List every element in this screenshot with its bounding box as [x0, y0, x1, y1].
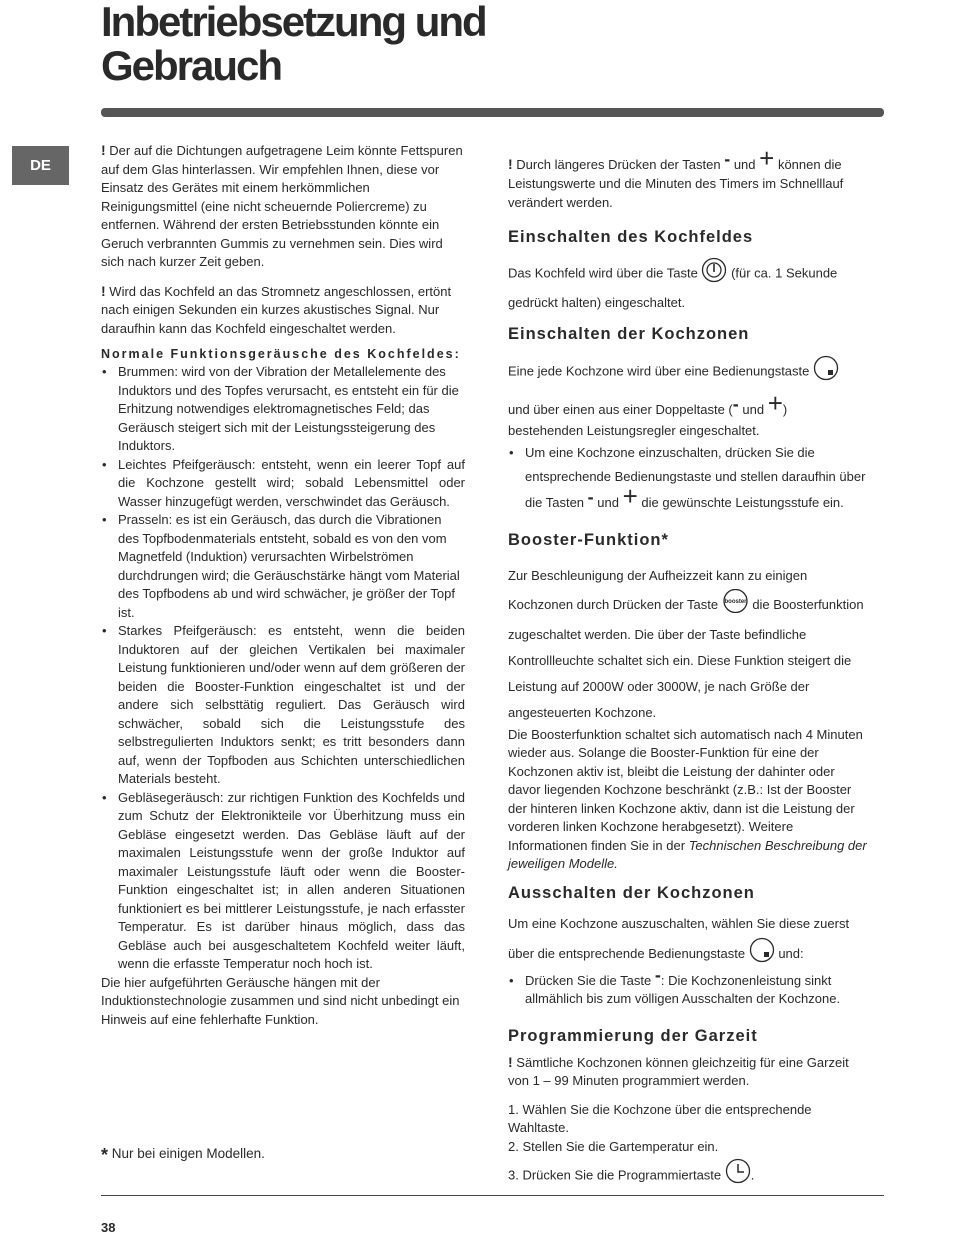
list-item: • Starkes Pfeifgeräusch: es entsteht, wenn die beiden Induktoren auf der gleichen Vertikalen bei maximaler Leistung funktionieren und/oder wenn auf dem größeren der beiden die Booster-Funktion eingeschaltet ist und der andere sich selbsttätig reguliert. Das Geräusch wird schwächer, sobald sich die Leistungsstufe des selbstregulierten Induktors senkt; es tritt besonders dann auf, wenn der Topfboden aus Schichten unterschiedlichen Materials besteht. [101, 622, 465, 789]
minus-key-icon: - [587, 486, 594, 507]
zones-off-list [508, 964, 868, 1009]
note-power-text: Wird das Kochfeld an das Stromnetz angeschlossen, ertönt nach einigen Sekunden ein kurzes akustisches Signal. Nur daraufhin kann das Kochfeld eingeschaltet werden. [101, 283, 452, 336]
heading-zones-off: Ausschalten der Kochzonen [508, 883, 755, 902]
minus-key-icon: - [732, 394, 739, 414]
list-item: • Um eine Kochzone einzuschalten, drücken Sie die entsprechende Bedienungstaste und stellen daraufhin über die Tasten - und + die gewünschte Leistungsstufe ein. [508, 441, 868, 515]
zones-off-text: Um eine Kochzone auszuschalten, wählen Sie diese zuerst über die entsprechende Bedienungstaste und: [508, 911, 868, 972]
zone-select-key-icon [749, 937, 775, 972]
page-title-line-1: Inbetriebsetzung und [101, 0, 486, 45]
note-glue-text: Der auf die Dichtungen aufgetragene Leim könnte Fettspuren auf dem Glas hinterlassen. Wir empfehlen Ihnen, diese vor Einsatz des Gerätes mit einem herkömmlichen Reinigungsmittel (eine nicht scheuernde Poliercreme) zu entfernen. Während der ersten Betriebsstunden könnte ein Geruch verbrannten Gummis zu vernehmen sein. Dies wird sich nach kurzer Zeit geben. [101, 143, 463, 269]
left-column [101, 141, 465, 1029]
plus-key-icon: + [622, 480, 638, 511]
list-item: • Gebläsegeräusch: zur richtigen Funktion des Kochfelds und zum Schutz der Elektronikteile vor Überhitzung muss ein Gebläse eingesetzt werden. Das Gebläse läuft auf der maximalen Leistungsstufe wenn der große Induktor auf maximaler Leistungsstufe läuft oder wenn die Booster-Funktion eingeschaltet ist; in allen anderen Situationen funktioniert es bei mittlerer Leistungsstufe, je nach erfasster Temperatur. Es ist darüber hinaus möglich, dass das Gebläse auch bei ausgeschaltetem Kochfeld weiter läuft, wenn die erfasste Temperatur noch hoch ist. [101, 789, 465, 974]
power-key-icon [701, 257, 727, 291]
zones-on-list [508, 441, 868, 515]
footnote-text: Nur bei einigen Modellen. [111, 1146, 265, 1161]
booster-text-intro: Zur Beschleunigung der Aufheizzeit kann zu einigen Kochzonen durch Drücken der Taste booster die Boosterfunktion zugeschaltet werden. Die über der Taste befindliche Kontrollleuchte schaltet sich ein. Diese Funktion steigert die Leistung auf 2000W oder 3000W, je nach Größe der angesteuerten Kochzone. [508, 567, 864, 720]
noises-heading: Normale Funktionsgeräusche des Kochfeldes: [101, 347, 461, 361]
page-title-line-2: Gebrauch [101, 42, 282, 89]
warning-mark: ! [101, 142, 106, 158]
heading-timer: Programmierung der Garzeit [508, 1026, 758, 1045]
list-item: • Drücken Sie die Taste -: Die Kochzonenleistung sinkt allmählich bis zum völligen Ausschalten der Kochzone. [508, 972, 868, 1009]
noises-list [101, 363, 465, 974]
svg-text:booster: booster [724, 598, 747, 605]
timer-step-2: 2. Stellen Sie die Gartemperatur ein. [508, 1138, 719, 1154]
title-divider [101, 108, 884, 117]
page-number: 38 [101, 1220, 116, 1235]
timer-step-1: 1. Wählen Sie die Kochzone über die entsprechende Wahltaste. [508, 1101, 812, 1135]
page-title [101, 0, 486, 88]
plus-key-icon: + [759, 143, 775, 173]
heading-zones-on: Einschalten der Kochzonen [508, 325, 750, 343]
note-power-connect [101, 282, 465, 339]
warning-mark: ! [101, 282, 106, 299]
minus-key-icon: - [654, 964, 661, 985]
right-column: ! Durch längeres Drücken der Tasten - und + können die Leistungswerte und die Minuten des Timers im Schnelllauf verändert werden. Einschalten des Kochfeldes Das Kochfeld wird über die Taste (für ca. 1 Sekunde gedrückt halten) eingeschaltet. Einschalten der Kochzonen Eine jede Kochzone wird über eine Bedienungstaste und über einen aus einer Doppeltaste (- und +) bestehenden Leistungsregler eingeschaltet. • Um eine Kochzone einzuschalten, drücken Sie die entsprechende Bedienungstaste und stellen daraufhin über die Tasten - und + die gewünschte Leistungsstufe ein. Booster-Funktion* Zur Beschleunigung der Aufheizzeit kann zu einigen Kochzonen durch Drücken der Taste booster die Boosterfunktion zugeschaltet werden. Die über der Taste befindliche Kontrollleuchte schaltet sich ein. Diese Funktion steigert die Leistung auf 2000W oder 3000W, je nach Größe der angesteuerten Kochzone. Die Boosterfunktion schaltet sich automatisch nach 4 Minuten wieder aus. Solange die Booster-Funktion für eine der Kochzonen aktiv ist, bleibt die Leistung der dahinter oder davor liegenden Kochzone beschränkt (z.B.: Ist der Booster der hinteren linken Kochzone aktiv, dann ist die Leistung der vorderen linken Kochzone herabgesetzt). Weitere Informationen finden Sie in der Technischen Beschreibung der jeweiligen Modelle. Ausschalten der Kochzonen Um eine Kochzone auszuschalten, wählen Sie diese zuerst über die entsprechende Bedienungstaste und: • Drücken Sie die Taste -: Die Kochzonenleistung sinkt allmählich bis zum völligen Ausschalten der Kochzone. Programmierung der Garzeit ! Sämtliche Kochzonen können gleichzeitig für eine Garzeit von 1 – 99 Minuten programmiert werden. 1. Wählen Sie die Kochzone über die entsprechende Wahltaste. 2. Stellen Sie die Gartemperatur ein. 3. Drücken Sie die Programmiertaste . [508, 141, 868, 1194]
list-item: • Leichtes Pfeifgeräusch: entsteht, wenn ein leerer Topf auf die Kochzone gestellt wird; sobald Lebensmittel oder Wasser hinzugefügt werden, verschwindet das Geräusch. [101, 456, 465, 512]
footer-divider [101, 1195, 884, 1196]
timer-note: ! Sämtliche Kochzonen können gleichzeitig für eine Garzeit von 1 – 99 Minuten programmiert werden. [508, 1053, 849, 1088]
plus-key-icon: + [767, 388, 783, 418]
list-item: • Prasseln: es ist ein Geräusch, das durch die Vibrationen des Topfbodenmaterials entsteht, sobald es von den vom Magnetfeld (Induktion) verursachten Wirbelströmen durchdrungen wird; die Geräuschstärke hängt vom Material des Topfbodens ab und wird schwächer, je größer der Topf ist. [101, 511, 465, 622]
hob-on-text: Das Kochfeld wird über die Taste (für ca. 1 Sekunde gedrückt halten) eingeschaltet. [508, 257, 868, 315]
booster-text-detail: Die Boosterfunktion schaltet sich automatisch nach 4 Minuten wieder aus. Solange die Booster-Funktion für eine der Kochzonen aktiv ist, bleibt die Leistung der dahinter oder davor liegenden Kochzone beschränkt (z.B.: Ist der Booster der hinteren linken Kochzone aktiv, dann ist die Leistung der vorderen linken Kochzone herabgesetzt). Weitere Informationen finden Sie in der Technischen Beschreibung der jeweiligen Modelle. [508, 726, 867, 871]
heading-hob-on: Einschalten des Kochfeldes [508, 228, 754, 246]
zone-select-key-icon [813, 355, 839, 389]
list-item: • Brummen: wird von der Vibration der Metallelemente des Induktors und des Topfes verursacht, es entsteht ein für die Erhitzung notwendiges elektromagnetisches Feld; das Geräusch steigert sich mit der Leistungssteigerung des Induktors. [101, 363, 465, 456]
booster-key-icon [722, 589, 749, 622]
footnote [101, 1145, 265, 1166]
language-tab: DE [12, 146, 69, 185]
note-glue-residue [101, 141, 465, 272]
warning-mark: ! [508, 156, 513, 172]
footnote-star: * [101, 1145, 109, 1165]
noises-closing: Die hier aufgeführten Geräusche hängen mit der Induktionstechnologie zusammen und sind nicht unbedingt ein Hinweis auf eine fehlerhafte Funktion. [101, 974, 460, 1027]
minus-key-icon: - [724, 149, 731, 169]
timer-step-3: 3. Drücken Sie die Programmiertaste . [508, 1158, 868, 1194]
clock-key-icon [725, 1158, 751, 1194]
warning-mark: ! [508, 1053, 513, 1070]
note-long-press: ! Durch längeres Drücken der Tasten - und + können die Leistungswerte und die Minuten des Timers im Schnelllauf verändert werden. [508, 143, 844, 210]
zones-on-text: Eine jede Kochzone wird über eine Bedienungstaste [508, 355, 868, 389]
heading-booster: Booster-Funktion* [508, 530, 669, 549]
